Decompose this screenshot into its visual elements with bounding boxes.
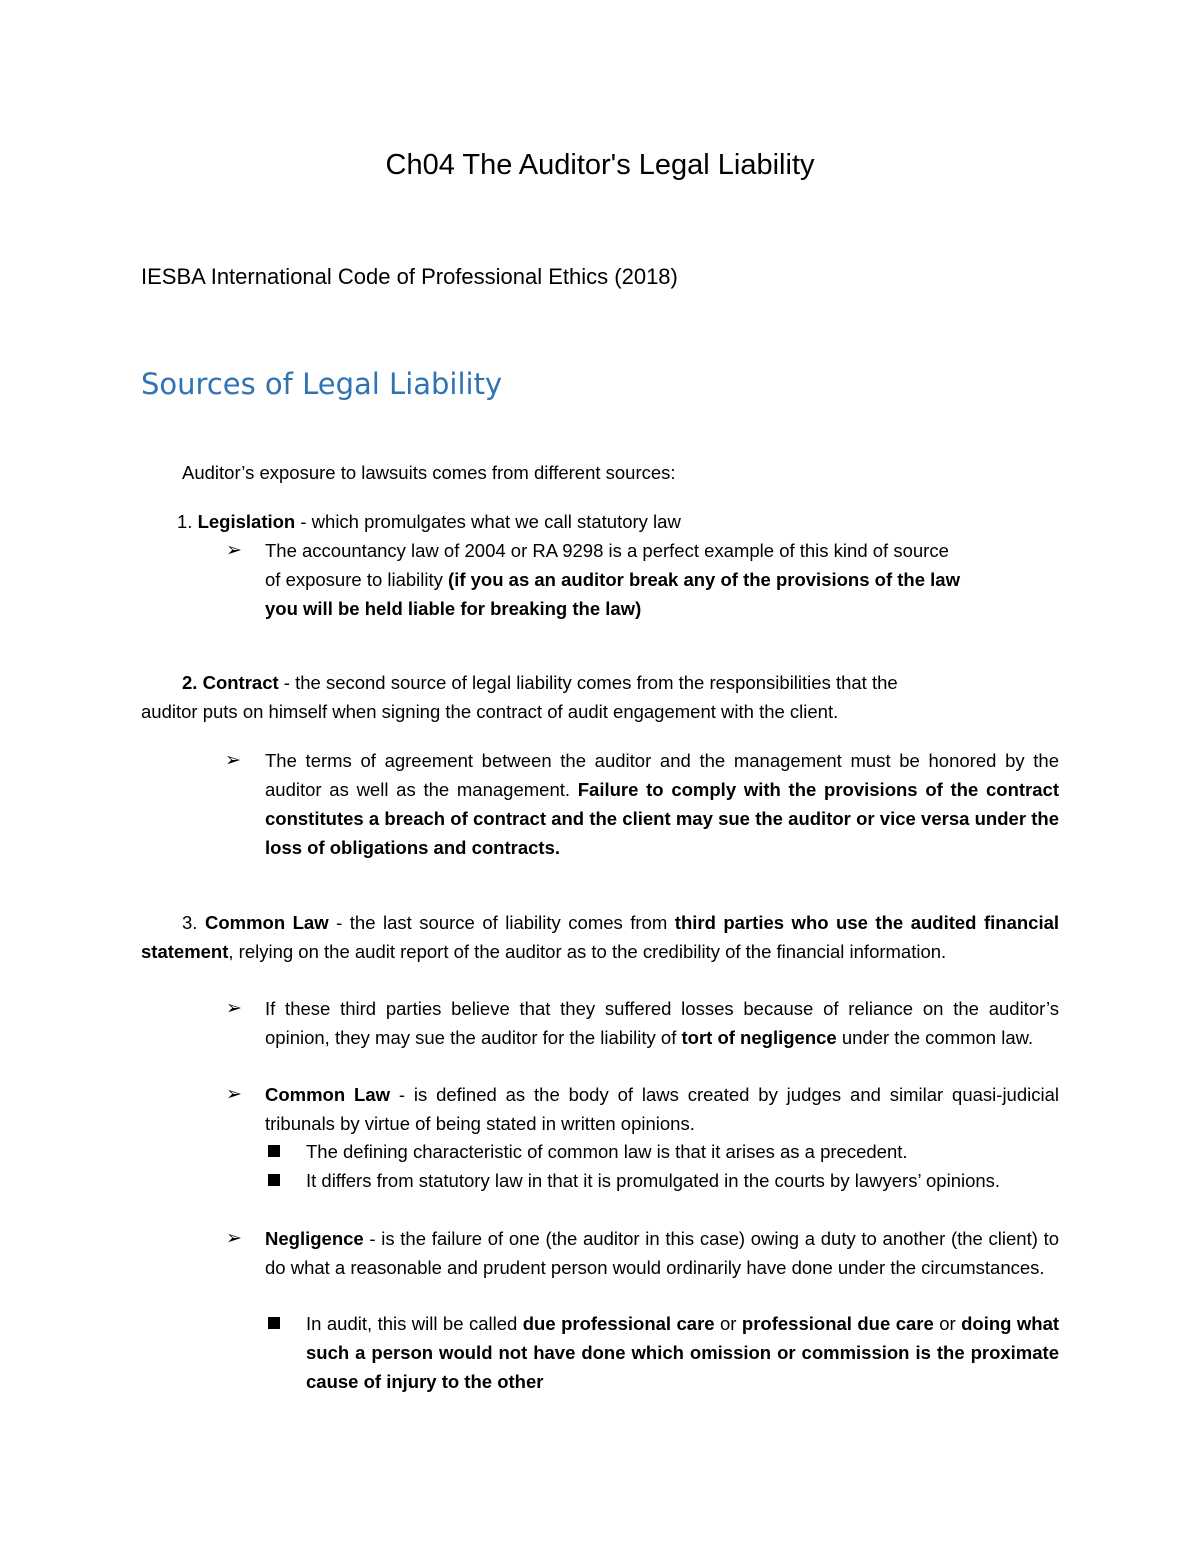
arrow-bullet-icon: ➢	[226, 1083, 242, 1105]
arrow-bullet-icon: ➢	[226, 1227, 242, 1249]
bullet-term: Common Law	[265, 1084, 390, 1105]
sub-bullet-precedent: The defining characteristic of common law is that it arises as a precedent.	[306, 1141, 908, 1162]
bullet-text: under the common law.	[836, 1027, 1034, 1048]
document-subtitle: IESBA International Code of Professional Ethics (2018)	[141, 264, 678, 289]
item-term: Legislation	[197, 511, 296, 532]
bullet-term: Negligence	[265, 1228, 364, 1249]
arrow-bullet-icon: ➢	[225, 749, 241, 771]
bullet-contract	[265, 746, 1059, 862]
bullet-text: - is the failure of one (the auditor in this case) owing a duty to another (the client) to do what a reasonable and prudent person would ordinarily have done under the circumstances.	[265, 1228, 1059, 1278]
bullet-text: The terms of agreement between the auditor and the management must be honored by the auditor as well as the management.	[265, 750, 1059, 800]
item-term: Common Law	[204, 912, 329, 933]
intro-text: Auditor’s exposure to lawsuits comes from different sources:	[182, 462, 676, 483]
item-description: - the second source of legal liability comes from the responsibilities that the	[278, 672, 898, 693]
bullet-common-law-definition	[265, 1080, 1059, 1138]
sub-bullet-bold-text: professional due care	[741, 1313, 934, 1334]
bullet-legislation	[265, 536, 1065, 623]
square-bullet-icon	[268, 1145, 280, 1157]
bullet-text: of exposure to liability	[265, 569, 449, 590]
document-title: Ch04 The Auditor's Legal Liability	[385, 149, 815, 181]
item-number: 2.	[182, 672, 198, 693]
item-description: - which promulgates what we call statutory law	[295, 511, 681, 532]
item-legislation	[177, 507, 681, 536]
item-description: , relying on the audit report of the auditor as to the credibility of the financial information.	[228, 941, 947, 962]
bullet-negligence	[265, 1224, 1059, 1282]
sub-bullet-statutory: It differs from statutory law in that it is promulgated in the courts by lawyers’ opinions.	[306, 1170, 1001, 1191]
bullet-line: The accountancy law of 2004 or RA 9298 is a perfect example of this kind of source	[265, 540, 949, 561]
sub-bullet-text: or	[933, 1313, 962, 1334]
bullet-bold-text: (if you as an auditor break any of the provisions of the law	[448, 569, 960, 590]
item-description-continued: auditor puts on himself when signing the contract of audit engagement with the client.	[141, 701, 839, 722]
bullet-bold-text: tort of negligence	[681, 1027, 837, 1048]
bullet-line	[265, 565, 1065, 594]
arrow-bullet-icon: ➢	[226, 997, 242, 1019]
item-number: 3.	[182, 912, 198, 933]
bullet-line	[265, 594, 1065, 623]
item-common-law	[141, 908, 1059, 966]
item-number: 1.	[177, 511, 193, 532]
square-bullet-icon	[268, 1174, 280, 1186]
sub-bullet-bold-text: doing what such a person would not have done which omission or commission is the proximate cause of injury to the other	[306, 1313, 1060, 1392]
sub-bullet-text: or	[714, 1313, 742, 1334]
square-bullet-icon	[268, 1317, 280, 1329]
bullet-text: - is defined as the body of laws created by judges and similar quasi-judicial tribunals by virtue of being stated in written opinions.	[265, 1084, 1059, 1134]
section-heading: Sources of Legal Liability	[141, 367, 503, 401]
arrow-bullet-icon: ➢	[226, 539, 242, 561]
item-description: - the last source of liability comes from	[328, 912, 675, 933]
bullet-bold-text: Failure to comply with the provisions of the contract constitutes a breach of contract and the client may sue the auditor or vice versa under the loss of obligations and contracts.	[265, 779, 1059, 858]
sub-bullet-due-care	[306, 1309, 1059, 1396]
item-bold-text: third parties who use the audited financial statement	[141, 912, 1060, 962]
sub-bullet-text: In audit, this will be called	[306, 1313, 523, 1334]
item-contract	[182, 668, 898, 697]
bullet-bold-text: you will be held liable for breaking the law)	[265, 598, 642, 619]
item-term: Contract	[202, 672, 279, 693]
bullet-text: If these third parties believe that they suffered losses because of reliance on the auditor’s opinion, they may sue the auditor for the liability of	[265, 998, 1059, 1048]
bullet-third-parties	[265, 994, 1059, 1052]
sub-bullet-bold-text: due professional care	[522, 1313, 715, 1334]
